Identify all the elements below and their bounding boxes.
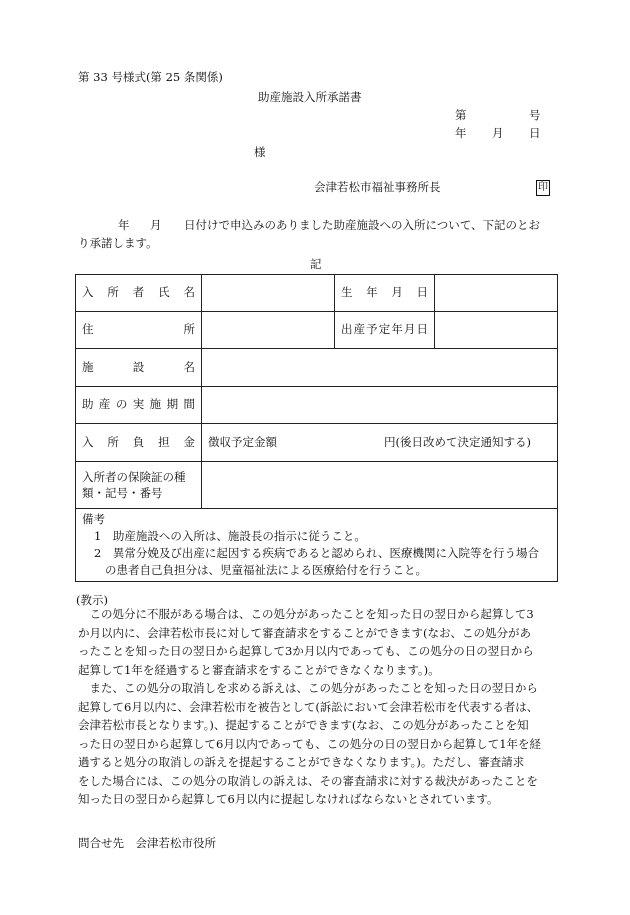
insurance-field[interactable] bbox=[202, 462, 558, 509]
period-label: 助産の実施期間 bbox=[76, 387, 202, 424]
date-year: 年 bbox=[455, 126, 467, 140]
birth-date-field[interactable] bbox=[435, 275, 558, 312]
due-date-label: 出産予定年月日 bbox=[335, 312, 435, 349]
period-field[interactable] bbox=[202, 387, 558, 424]
contact-info: 問合せ先 会津若松市役所 bbox=[78, 836, 216, 850]
birth-date-label: 生 年 月 日 bbox=[335, 275, 435, 312]
addressee-honorific: 様 bbox=[254, 145, 266, 159]
intro-text-continued: り承諾します。 bbox=[78, 236, 158, 250]
table-row bbox=[76, 462, 558, 509]
insurance-label: 入所者の保険証の種 類・記号・番号 bbox=[76, 462, 202, 509]
table-row bbox=[76, 275, 558, 312]
date-month: 月 bbox=[492, 126, 504, 140]
intro-month: 月 bbox=[150, 218, 162, 232]
due-date-field[interactable] bbox=[435, 312, 558, 349]
fee-suffix: 円(後日改めて決定通知する) bbox=[384, 434, 531, 449]
ki-heading: 記 bbox=[310, 257, 322, 271]
note-item: 2 異常分娩及び出産に起因する疾病であると認められ、医療機関に入院等を行う場合 bbox=[94, 546, 540, 560]
facility-name-label: 施 設 名 bbox=[76, 349, 202, 387]
seal-mark: 印 bbox=[536, 180, 550, 196]
facility-name-field[interactable] bbox=[202, 349, 558, 387]
application-table bbox=[75, 274, 558, 582]
table-row bbox=[76, 349, 558, 387]
document-title: 助産施設入所承諾書 bbox=[258, 90, 362, 104]
notes-label: 備考 bbox=[82, 512, 105, 526]
burden-label: 入 所 負 担 金 bbox=[76, 424, 202, 462]
resident-name-label: 入 所 者 氏 名 bbox=[76, 275, 202, 312]
instruction-paragraph-2: また、この処分の取消しを求める訴えは、この処分があったことを知った日の翌日から 起算して6月以内に、会津若松市を被告として(訴訟において会津若松市を代表する者は、 会津若松市長となります。)、提起することができます(なお、この処分があったことを知 った日の翌日から起算して6月以内であっても、この処分の日の翌日から起算して1年を経 過すると処分の取消しの訴えを提起することができなくなります。)。ただし、審査請求 をした場合には、この処分の取消しの訴えは、その審査請求に対する裁決があったことを 知った日の翌日から起算して6月以内に提起しなければならないとされています。 bbox=[78, 681, 542, 806]
fee-label: 徴収予定金額 bbox=[208, 434, 277, 449]
note-item: 1 助産施設への入所は、施設長の指示に従うこと。 bbox=[94, 529, 366, 543]
table-row bbox=[76, 387, 558, 424]
note-item-continued: の患者自己負担分は、児童福祉法による医療給付を行うこと。 bbox=[105, 563, 427, 577]
address-field[interactable] bbox=[202, 312, 335, 349]
table-row bbox=[76, 424, 558, 462]
table-row bbox=[76, 509, 558, 582]
instruction-paragraph-1: この処分に不服がある場合は、この処分があったことを知った日の翌日から起算して3 か月以内に、会津若松市長に対して審査請求をすることができます(なお、この処分があ ったことを知った日の翌日から起算して3か月以内であっても、この処分の日の翌日から 起算して1年を経過すると審査請求をすることができなくなります。)。 bbox=[78, 607, 534, 677]
doc-number-label: 第 bbox=[455, 108, 467, 122]
notes-cell bbox=[76, 509, 558, 582]
resident-name-field[interactable] bbox=[202, 275, 335, 312]
instruction-label: (教示) bbox=[76, 593, 108, 607]
issuer-name: 会津若松市福祉事務所長 bbox=[314, 180, 441, 194]
form-number: 第 33 号様式(第 25 条関係) bbox=[78, 70, 223, 84]
doc-number-suffix: 号 bbox=[529, 108, 541, 122]
date-day: 日 bbox=[529, 126, 541, 140]
intro-text: 日付けで申込みのありました助産施設への入所について、下記のとお bbox=[184, 218, 541, 232]
address-label: 住 所 bbox=[76, 312, 202, 349]
table-row bbox=[76, 312, 558, 349]
fee-field[interactable] bbox=[202, 424, 558, 462]
intro-year: 年 bbox=[118, 218, 130, 232]
